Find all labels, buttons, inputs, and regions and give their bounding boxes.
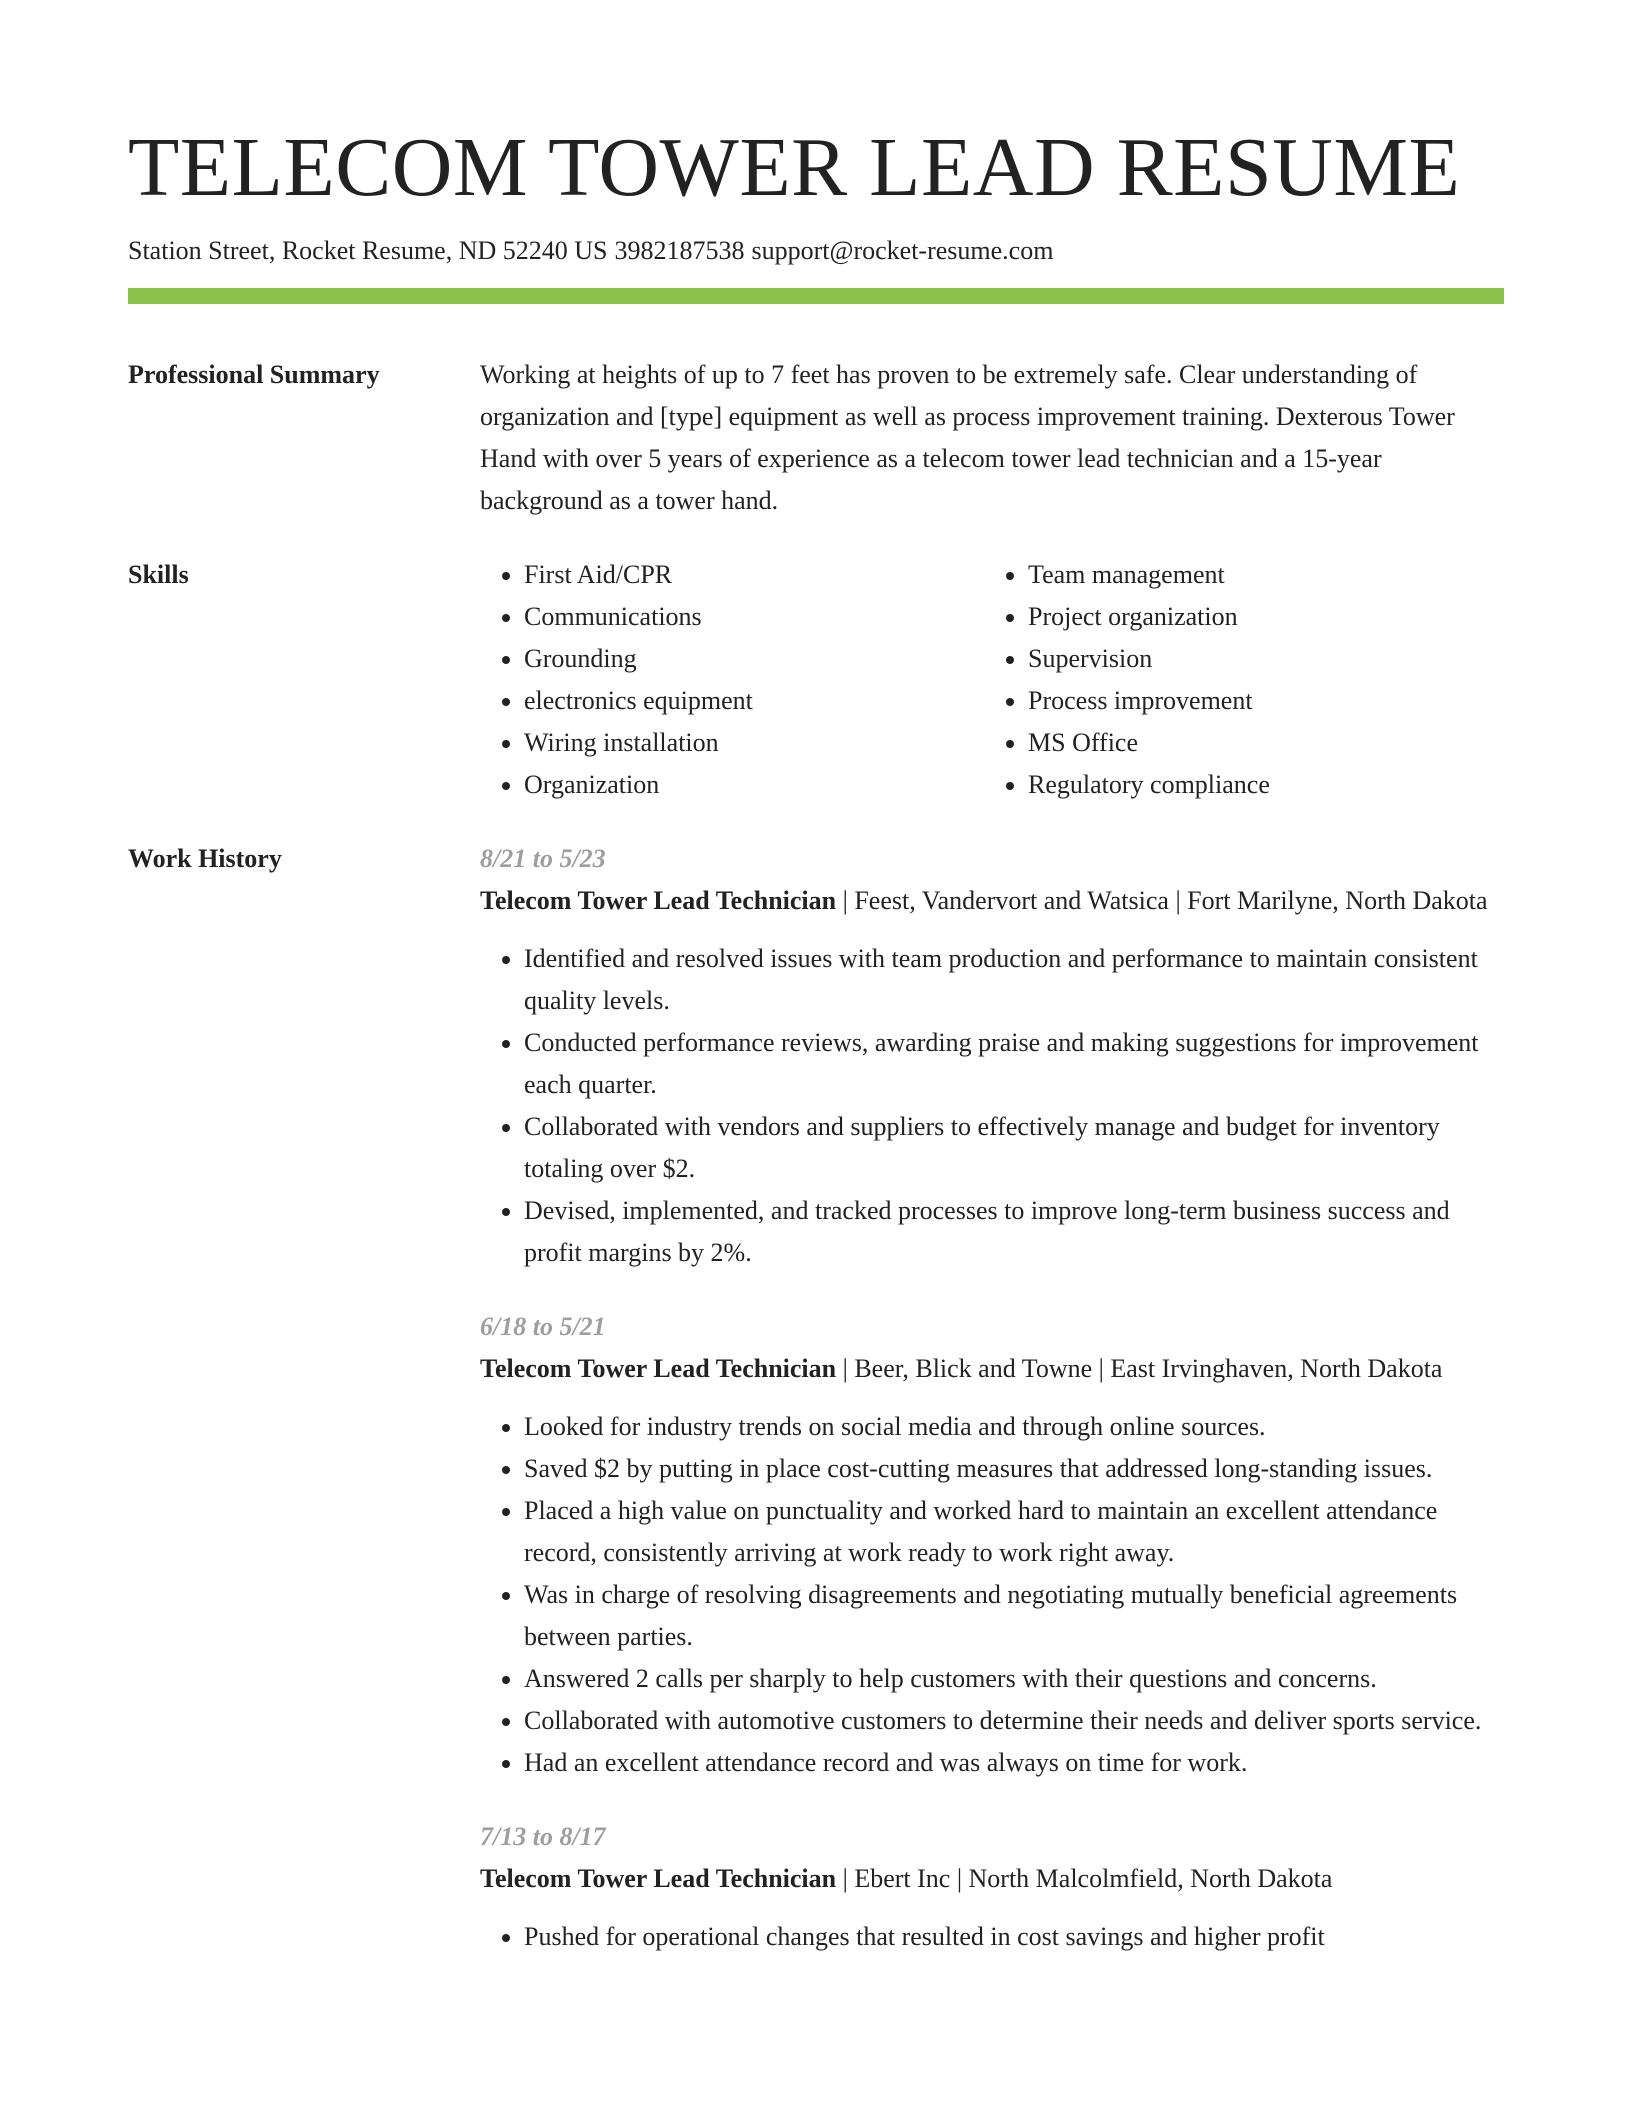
contact-address: Station Street, Rocket Resume, ND 52240 US <box>128 236 608 265</box>
job-details: | Ebert Inc | North Malcolmfield, North Dakota <box>836 1864 1333 1893</box>
job-details: | Beer, Blick and Towne | East Irvinghaven, North Dakota <box>836 1354 1443 1383</box>
summary-text: Working at heights of up to 7 feet has proven to be extremely safe. Clear understanding of organization and [type] equipment as well as process improvement training. Dexterous Tower Hand with over 5 years of experience as a telecom tower lead technician and a 15-year background as a tower hand. <box>480 360 1455 515</box>
job-dates: 8/21 to 5/23 <box>480 844 606 873</box>
job-entry <box>480 1816 1504 1958</box>
work-history-section <box>128 838 1504 1990</box>
skill-item: • Supervision <box>1028 638 1488 680</box>
job-entry <box>480 1306 1504 1784</box>
job-bullet: • Collaborated with vendors and suppliers to effectively manage and budget for inventory totaling over $2. <box>524 1106 1504 1190</box>
job-bullet: • Saved $2 by putting in place cost-cutting measures that addressed long-standing issues. <box>524 1448 1504 1490</box>
skill-item: • electronics equipment <box>524 680 984 722</box>
job-bullet: • Conducted performance reviews, awarding praise and making suggestions for improvement each quarter. <box>524 1022 1504 1106</box>
skill-item: • Project organization <box>1028 596 1488 638</box>
job-bullets <box>480 1916 1504 1958</box>
resume-page <box>128 0 1504 1990</box>
job-bullet: • Placed a high value on punctuality and worked hard to maintain an excellent attendance record, consistently arriving at work ready to work right away. <box>524 1490 1504 1574</box>
job-title: Telecom Tower Lead Technician <box>480 1864 837 1893</box>
job-entry <box>480 838 1504 1274</box>
job-bullet: • Collaborated with automotive customers to determine their needs and deliver sports service. <box>524 1700 1504 1742</box>
job-title: Telecom Tower Lead Technician <box>480 1354 837 1383</box>
work-history-heading: Work History <box>128 844 282 873</box>
job-bullet: • Had an excellent attendance record and was always on time for work. <box>524 1742 1504 1784</box>
job-header <box>480 1348 1504 1390</box>
job-bullet: • Pushed for operational changes that resulted in cost savings and higher profit <box>524 1916 1504 1958</box>
contact-line <box>128 234 1504 268</box>
contact-phone: 3982187538 <box>614 236 745 265</box>
resume-title: TELECOM TOWER LEAD RESUME <box>128 121 1461 214</box>
skill-item: • Wiring installation <box>524 722 984 764</box>
skills-list-left <box>480 554 984 806</box>
skill-item: • Team management <box>1028 554 1488 596</box>
skill-item: • Communications <box>524 596 984 638</box>
skill-item: • Grounding <box>524 638 984 680</box>
skill-item: • First Aid/CPR <box>524 554 984 596</box>
job-details: | Feest, Vandervort and Watsica | Fort Marilyne, North Dakota <box>836 886 1488 915</box>
job-bullet: • Identified and resolved issues with team production and performance to maintain consistent quality levels. <box>524 938 1504 1022</box>
summary-heading: Professional Summary <box>128 360 380 389</box>
job-header <box>480 880 1504 922</box>
contact-email: support@rocket-resume.com <box>751 236 1054 265</box>
job-header <box>480 1858 1504 1900</box>
job-bullet: • Devised, implemented, and tracked processes to improve long-term business success and profit margins by 2%. <box>524 1190 1504 1274</box>
job-dates: 7/13 to 8/17 <box>480 1822 606 1851</box>
skills-list-right <box>984 554 1488 806</box>
job-bullet: • Looked for industry trends on social media and through online sources. <box>524 1406 1504 1448</box>
skill-item: • Process improvement <box>1028 680 1488 722</box>
skill-item: • Regulatory compliance <box>1028 764 1488 806</box>
job-bullets <box>480 1406 1504 1784</box>
job-title: Telecom Tower Lead Technician <box>480 886 837 915</box>
job-bullet: • Answered 2 calls per sharply to help customers with their questions and concerns. <box>524 1658 1504 1700</box>
job-bullets <box>480 938 1504 1274</box>
header-divider <box>128 288 1504 304</box>
summary-section <box>128 354 1504 522</box>
skill-item: • MS Office <box>1028 722 1488 764</box>
skill-item: • Organization <box>524 764 984 806</box>
job-bullet: • Was in charge of resolving disagreements and negotiating mutually beneficial agreements between parties. <box>524 1574 1504 1658</box>
job-dates: 6/18 to 5/21 <box>480 1312 606 1341</box>
skills-section <box>128 554 1504 806</box>
skills-heading: Skills <box>128 560 189 589</box>
